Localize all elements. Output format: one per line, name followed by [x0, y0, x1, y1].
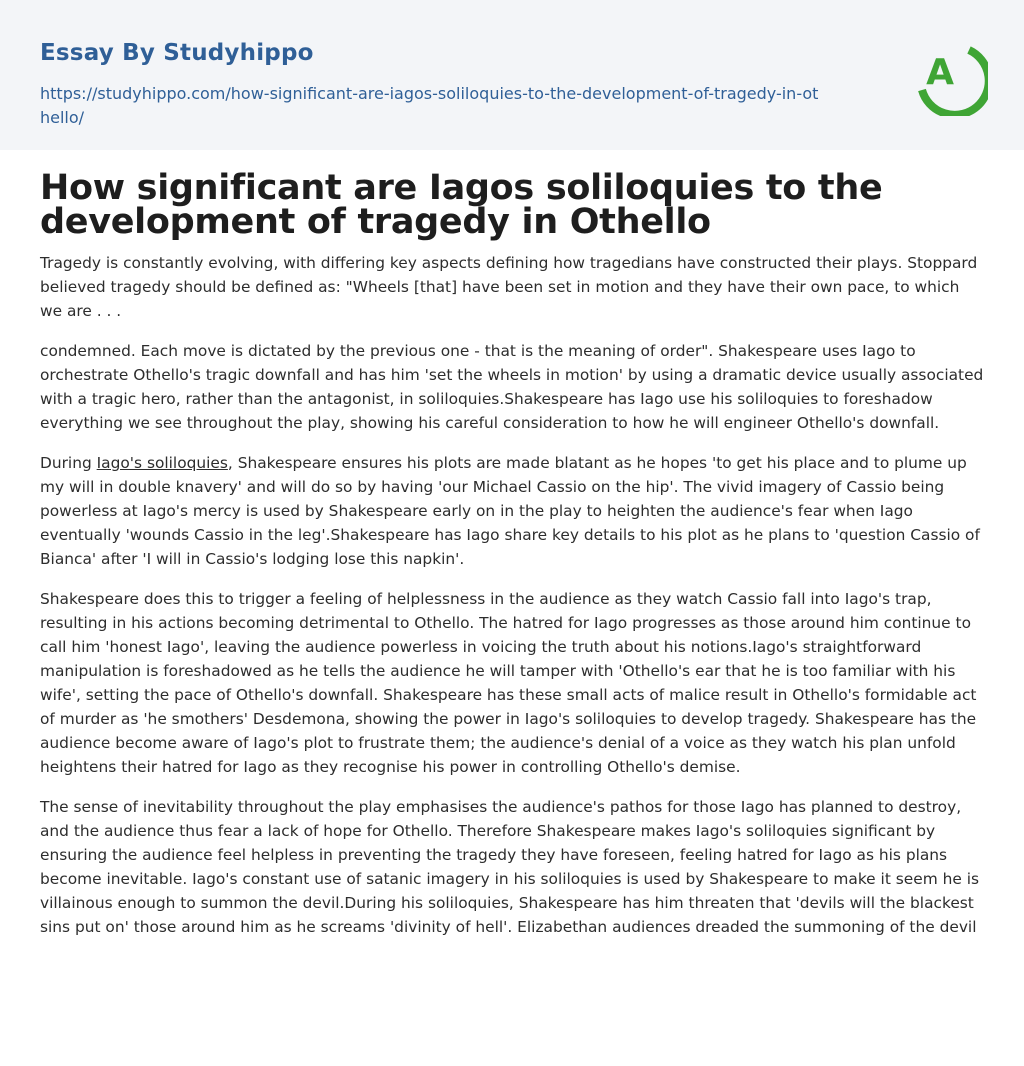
paragraph-5: The sense of inevitability throughout the play emphasises the audience's pathos for those Iago has planned to destroy, and the audience thus fear a lack of hope for Othello. Therefore Shakespeare makes Iago's soliloquies significant by ensuring the audience feel helpless in preventing the tragedy they have foreseen, feeling hatred for Iago as his plans become inevitable. Iago's constant use of satanic imagery in his soliloquies is used by Shakespeare to make it seem he is villainous enough to summon the devil.During his soliloquies, Shakespeare has him threaten that 'devils will the blackest sins put on' those around him as he screams 'divinity of hell'. Elizabethan audiences dreaded the summoning of the devil — [40, 798, 979, 936]
source-url-link[interactable]: https://studyhippo.com/how-significant-are-iagos-soliloquies-to-the-development-of-tragedy-in-othello/ — [40, 84, 819, 127]
paragraph-3 — [40, 451, 984, 571]
logo-letter: A — [926, 52, 954, 93]
page-title: How significant are Iagos soliloquies to the development of tragedy in Othello — [40, 168, 883, 242]
iagos-soliloquies-link[interactable]: Iago's soliloquies — [96, 454, 228, 472]
paragraph-3-rest: , Shakespeare ensures his plots are made blatant as he hopes 'to get his place and to plume up my will in double knavery' and will do so by having 'our Michael Cassio on the hip'. The vivid imagery of Cassio being powerless at Iago's mercy is used by Shakespeare early on in the play to heighten the audience's fear when Iago eventually 'wounds Cassio in the leg'.Shakespeare has Iago share key details to his plot as he plans to 'question Cassio of Bianca' after 'I will in Cassio's lodging lose this napkin'. — [40, 454, 980, 568]
paragraph-3-lead: During — [40, 454, 97, 472]
brand-title[interactable]: Essay By Studyhippo — [40, 40, 314, 66]
paragraph-2: condemned. Each move is dictated by the previous one - that is the meaning of order". Shakespeare uses Iago to orchestrate Othello's tragic downfall and has him 'set the wheels in motion' by using a dramatic device usually associated with a tragic hero, rather than the antagonist, in soliloquies.Shakespeare has Iago use his soliloquies to foreshadow everything we see throughout the play, showing his careful consideration to how he will engineer Othello's downfall. — [40, 342, 984, 432]
paragraph-4: Shakespeare does this to trigger a feeling of helplessness in the audience as they watch Cassio fall into Iago's trap, resulting in his actions becoming detrimental to Othello. The hatred for Iago progresses as those around him continue to call him 'honest Iago', leaving the audience powerless in voicing the truth about his notions.Iago's straightforward manipulation is foreshadowed as he tells the audience he will tamper with 'Othello's ear that he is too familiar with his wife', setting the pace of Othello's downfall. Shakespeare has these small acts of malice result in Othello's formidable act of murder as 'he smothers' Desdemona, showing the power in Iago's soliloquies to develop tragedy. Shakespeare has the audience become aware of Iago's plot to frustrate them; the audience's denial of a voice as they watch his plan unfold heightens their hatred for Iago as they recognise his power in controlling Othello's demise. — [40, 590, 977, 776]
paragraph-1: Tragedy is constantly evolving, with differing key aspects defining how tragedians have constructed their plays. Stoppard believed tragedy should be defined as: "Wheels [that] have been set in motion and they have their own pace, to which we are . . . — [40, 254, 978, 320]
site-header — [0, 0, 1024, 150]
essay-content — [0, 168, 1024, 939]
studyhippo-logo-icon[interactable] — [910, 28, 988, 116]
